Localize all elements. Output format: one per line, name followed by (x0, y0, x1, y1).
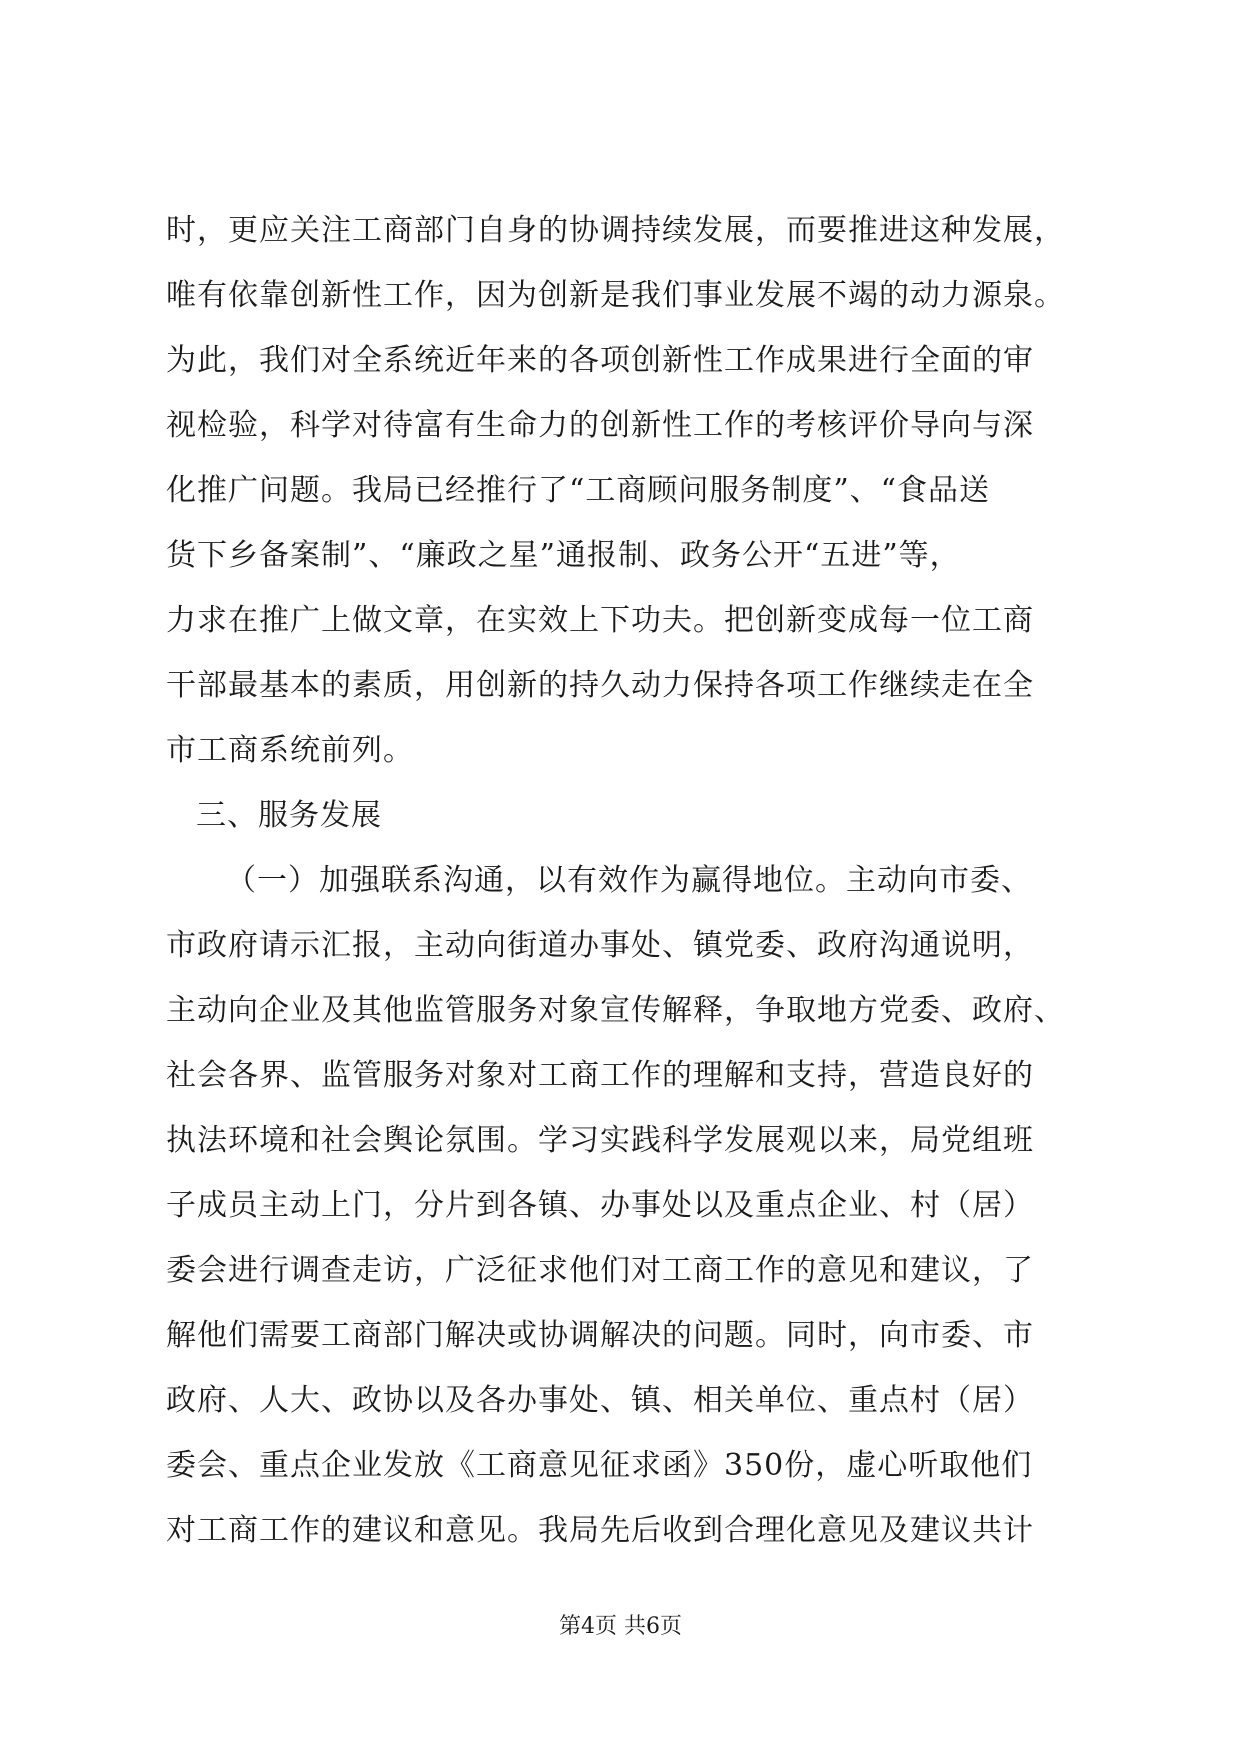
subsection-heading: （一）加强联系沟通，以有效作为赢得地位。主动向市委、 (226, 863, 1032, 898)
text-line: 力求在推广上做文章，在实效上下功夫。把创新变成每一位工商 (166, 603, 1034, 638)
text-line: 化推广问题。我局已经推行了“工商顾问服务制度”、“食品送 (166, 473, 991, 508)
text-line: 解他们需要工商部门解决或协调解决的问题。同时，向市委、市 (166, 1318, 1034, 1353)
document-body (166, 198, 1086, 1563)
text-line: 货下乡备案制”、“廉政之星”通报制、政务公开“五进”等， (166, 538, 961, 573)
section-heading: 三、服务发展 (196, 798, 382, 833)
text-line: 干部最基本的素质，用创新的持久动力保持各项工作继续走在全 (166, 668, 1034, 703)
text-line: 对工商工作的建议和意见。我局先后收到合理化意见及建议共计 (166, 1513, 1034, 1548)
text-line: 委会、重点企业发放《工商意见征求函》350份，虚心听取他们 (166, 1448, 1033, 1483)
text-line: 为此，我们对全系统近年来的各项创新性工作成果进行全面的审 (166, 343, 1034, 378)
text-line: 社会各界、监管服务对象对工商工作的理解和支持，营造良好的 (166, 1058, 1034, 1093)
text-line: 市工商系统前列。 (166, 733, 414, 768)
text-line: 子成员主动上门，分片到各镇、办事处以及重点企业、村（居） (166, 1188, 1034, 1223)
text-line: 政府、人大、政协以及各办事处、镇、相关单位、重点村（居） (166, 1383, 1034, 1418)
text-line: 时，更应关注工商部门自身的协调持续发展，而要推进这种发展， (166, 213, 1065, 248)
text-line: 主动向企业及其他监管服务对象宣传解释，争取地方党委、政府、 (166, 993, 1065, 1028)
text-line: 执法环境和社会舆论氛围。学习实践科学发展观以来，局党组班 (166, 1123, 1034, 1158)
text-line: 委会进行调查走访，广泛征求他们对工商工作的意见和建议，了 (166, 1253, 1034, 1288)
text-line: 视检验，科学对待富有生命力的创新性工作的考核评价导向与深 (166, 408, 1034, 443)
text-line: 唯有依靠创新性工作，因为创新是我们事业发展不竭的动力源泉。 (166, 278, 1065, 313)
page-number-footer: 第4页 共6页 (559, 1614, 682, 1639)
text-line: 市政府请示汇报，主动向街道办事处、镇党委、政府沟通说明， (166, 928, 1034, 963)
